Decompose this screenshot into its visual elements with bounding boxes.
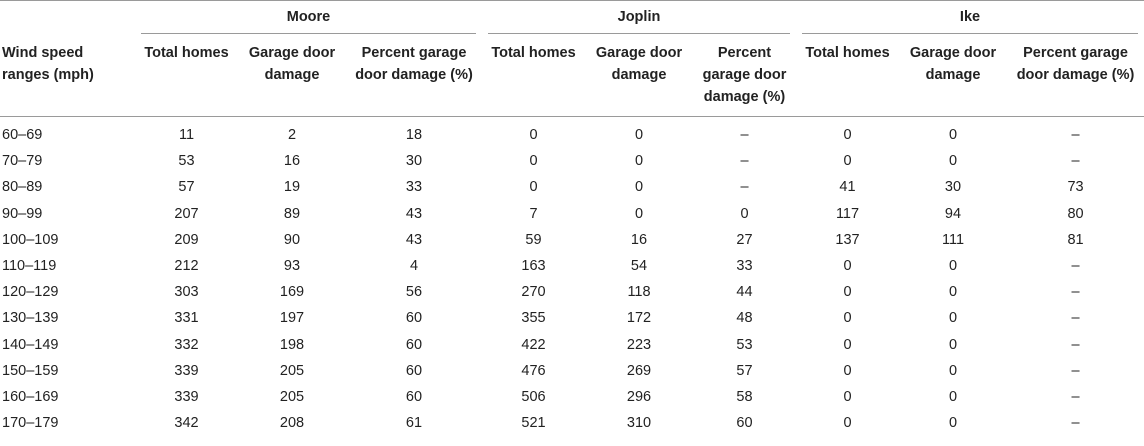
table-body	[0, 117, 1144, 437]
cell-ike-garage-door-damage: 0	[948, 258, 958, 275]
cell-wind-speed-range: 100–109	[2, 231, 59, 248]
group-header-moore: Moore	[135, 1, 482, 37]
cell-ike-total-homes: 0	[843, 415, 852, 432]
cell-joplin-total-homes: 7	[529, 205, 538, 222]
cell-ike-total-homes: 0	[843, 310, 852, 327]
table-row	[0, 174, 1144, 200]
column-header-joplin-garage-door-damage: Garage door damage	[585, 36, 693, 117]
cell-moore-percent-damage: 43	[405, 231, 423, 248]
cell-moore-total-homes: 57	[178, 179, 195, 196]
cell-moore-percent-damage: 60	[405, 362, 423, 379]
cell-ike-garage-door-damage: 94	[944, 205, 962, 222]
column-header-moore-percent-damage: Percent garage door damage (%)	[346, 36, 482, 117]
cell-wind-speed-range: 150–159	[2, 362, 59, 379]
cell-ike-percent-damage: –	[1071, 284, 1080, 301]
cell-moore-total-homes: 339	[174, 362, 199, 379]
cell-joplin-garage-door-damage: 0	[634, 153, 644, 170]
cell-joplin-percent-damage: 27	[736, 231, 753, 248]
cell-ike-percent-damage: –	[1071, 127, 1080, 144]
cell-joplin-percent-damage: 33	[736, 258, 753, 275]
column-header-moore-garage-door-damage: Garage door damage	[238, 36, 346, 117]
cell-ike-percent-damage: –	[1071, 153, 1080, 170]
cell-wind-speed-range: 140–149	[2, 336, 59, 353]
table-row	[0, 305, 1144, 331]
cell-joplin-garage-door-damage: 0	[634, 127, 644, 144]
cell-ike-total-homes: 41	[839, 179, 856, 196]
cell-joplin-garage-door-damage: 223	[626, 336, 652, 353]
group-header-blank	[0, 1, 135, 37]
column-header-wind-speed: Wind speed ranges (mph)	[0, 36, 135, 117]
cell-moore-total-homes: 339	[174, 388, 199, 405]
group-header-row	[0, 1, 1144, 37]
cell-moore-percent-damage: 60	[405, 310, 423, 327]
cell-wind-speed-range: 60–69	[2, 127, 43, 144]
cell-wind-speed-range: 110–119	[2, 258, 57, 275]
cell-ike-total-homes: 0	[843, 258, 852, 275]
cell-moore-percent-damage: 43	[405, 205, 423, 222]
cell-ike-garage-door-damage: 0	[948, 415, 958, 432]
cell-ike-garage-door-damage: 111	[941, 231, 965, 248]
cell-moore-total-homes: 53	[178, 153, 195, 170]
cell-joplin-percent-damage: 60	[736, 415, 753, 432]
table-row	[0, 117, 1144, 149]
cell-moore-total-homes: 332	[174, 336, 199, 353]
cell-moore-percent-damage: 61	[405, 415, 423, 432]
cell-joplin-garage-door-damage: 16	[630, 231, 648, 248]
table-row	[0, 279, 1144, 305]
cell-joplin-percent-damage: –	[740, 153, 749, 170]
cell-wind-speed-range: 170–179	[2, 415, 59, 432]
cell-wind-speed-range: 90–99	[2, 205, 43, 222]
cell-ike-percent-damage: –	[1071, 310, 1080, 327]
cell-wind-speed-range: 160–169	[2, 388, 59, 405]
column-header-joplin-percent-damage: Percent garage door damage (%)	[693, 36, 796, 117]
cell-moore-percent-damage: 4	[409, 258, 419, 275]
cell-moore-percent-damage: 60	[405, 336, 423, 353]
cell-ike-percent-damage: –	[1071, 336, 1080, 353]
cell-joplin-total-homes: 59	[525, 231, 542, 248]
cell-joplin-total-homes: 0	[529, 127, 538, 144]
table-row	[0, 201, 1144, 227]
cell-moore-garage-door-damage: 90	[283, 231, 301, 248]
cell-ike-garage-door-damage: 0	[948, 336, 958, 353]
cell-ike-total-homes: 0	[843, 153, 852, 170]
cell-joplin-total-homes: 506	[521, 388, 546, 405]
cell-moore-total-homes: 207	[174, 205, 199, 222]
cell-ike-garage-door-damage: 0	[948, 284, 958, 301]
cell-moore-garage-door-damage: 89	[283, 205, 301, 222]
cell-moore-total-homes: 11	[178, 127, 195, 144]
cell-moore-percent-damage: 33	[405, 179, 423, 196]
cell-moore-total-homes: 209	[174, 231, 199, 248]
cell-joplin-percent-damage: 44	[736, 284, 753, 301]
cell-ike-total-homes: 0	[843, 336, 852, 353]
table-row	[0, 253, 1144, 279]
cell-ike-total-homes: 0	[843, 127, 852, 144]
cell-moore-percent-damage: 30	[405, 153, 423, 170]
cell-moore-garage-door-damage: 93	[283, 258, 301, 275]
cell-joplin-percent-damage: –	[740, 127, 749, 144]
cell-joplin-total-homes: 355	[521, 310, 546, 327]
cell-ike-total-homes: 0	[843, 284, 852, 301]
cell-ike-garage-door-damage: 0	[948, 153, 958, 170]
cell-ike-total-homes: 117	[835, 205, 860, 222]
cell-wind-speed-range: 80–89	[2, 179, 43, 196]
table-row	[0, 358, 1144, 384]
table-row	[0, 332, 1144, 358]
cell-joplin-total-homes: 521	[521, 415, 546, 432]
cell-wind-speed-range: 70–79	[2, 153, 43, 170]
cell-moore-total-homes: 303	[174, 284, 199, 301]
cell-joplin-total-homes: 270	[521, 284, 546, 301]
cell-moore-garage-door-damage: 16	[283, 153, 301, 170]
cell-moore-percent-damage: 60	[405, 388, 423, 405]
cell-ike-total-homes: 137	[835, 231, 860, 248]
table-row	[0, 227, 1144, 253]
column-header-ike-total-homes: Total homes	[796, 36, 899, 117]
cell-moore-garage-door-damage: 169	[279, 284, 305, 301]
cell-joplin-percent-damage: 58	[736, 388, 753, 405]
group-header-joplin: Joplin	[482, 1, 796, 37]
cell-joplin-garage-door-damage: 310	[626, 415, 652, 432]
cell-joplin-percent-damage: 57	[736, 362, 753, 379]
column-header-ike-percent-damage: Percent garage door damage (%)	[1007, 36, 1144, 117]
cell-moore-garage-door-damage: 2	[287, 127, 297, 144]
cell-ike-garage-door-damage: 0	[948, 362, 958, 379]
column-header-joplin-total-homes: Total homes	[482, 36, 585, 117]
cell-moore-garage-door-damage: 197	[279, 310, 305, 327]
cell-ike-percent-damage: 73	[1067, 179, 1084, 196]
cell-ike-percent-damage: –	[1071, 415, 1080, 432]
cell-moore-percent-damage: 56	[405, 284, 423, 301]
cell-ike-percent-damage: –	[1071, 362, 1080, 379]
cell-moore-total-homes: 342	[174, 415, 199, 432]
table-row	[0, 384, 1144, 410]
cell-moore-garage-door-damage: 208	[279, 415, 305, 432]
table-row	[0, 148, 1144, 174]
cell-joplin-percent-damage: 0	[740, 205, 749, 222]
cell-joplin-garage-door-damage: 172	[626, 310, 652, 327]
cell-ike-total-homes: 0	[843, 388, 852, 405]
cell-joplin-total-homes: 422	[521, 336, 546, 353]
cell-joplin-garage-door-damage: 0	[634, 179, 644, 196]
cell-joplin-garage-door-damage: 296	[626, 388, 652, 405]
group-header-ike: Ike	[796, 1, 1144, 37]
cell-ike-percent-damage: –	[1071, 388, 1080, 405]
cell-ike-percent-damage: 80	[1067, 205, 1084, 222]
cell-moore-garage-door-damage: 198	[279, 336, 305, 353]
cell-wind-speed-range: 120–129	[2, 284, 59, 301]
cell-moore-garage-door-damage: 19	[283, 179, 301, 196]
cell-ike-percent-damage: –	[1071, 258, 1080, 275]
cell-moore-garage-door-damage: 205	[279, 362, 305, 379]
cell-joplin-percent-damage: 53	[736, 336, 753, 353]
column-header-ike-garage-door-damage: Garage door damage	[899, 36, 1007, 117]
cell-joplin-percent-damage: 48	[736, 310, 753, 327]
cell-moore-garage-door-damage: 205	[279, 388, 305, 405]
column-header-moore-total-homes: Total homes	[135, 36, 238, 117]
cell-joplin-total-homes: 0	[529, 153, 538, 170]
cell-ike-garage-door-damage: 0	[948, 388, 958, 405]
cell-joplin-total-homes: 163	[521, 258, 546, 275]
cell-ike-percent-damage: 81	[1067, 231, 1084, 248]
cell-joplin-garage-door-damage: 118	[627, 284, 651, 301]
cell-joplin-garage-door-damage: 54	[630, 258, 648, 275]
cell-moore-total-homes: 212	[174, 258, 199, 275]
cell-joplin-garage-door-damage: 269	[626, 362, 652, 379]
cell-joplin-percent-damage: –	[740, 179, 749, 196]
cell-joplin-total-homes: 0	[529, 179, 538, 196]
column-header-row	[0, 36, 1144, 117]
cell-ike-garage-door-damage: 30	[944, 179, 962, 196]
cell-joplin-garage-door-damage: 0	[634, 205, 644, 222]
cell-moore-total-homes: 331	[174, 310, 199, 327]
table-row	[0, 410, 1144, 436]
cell-moore-percent-damage: 18	[405, 127, 423, 144]
cell-joplin-total-homes: 476	[521, 362, 546, 379]
cell-ike-garage-door-damage: 0	[948, 310, 958, 327]
cell-wind-speed-range: 130–139	[2, 310, 59, 327]
cell-ike-total-homes: 0	[843, 362, 852, 379]
cell-ike-garage-door-damage: 0	[948, 127, 958, 144]
